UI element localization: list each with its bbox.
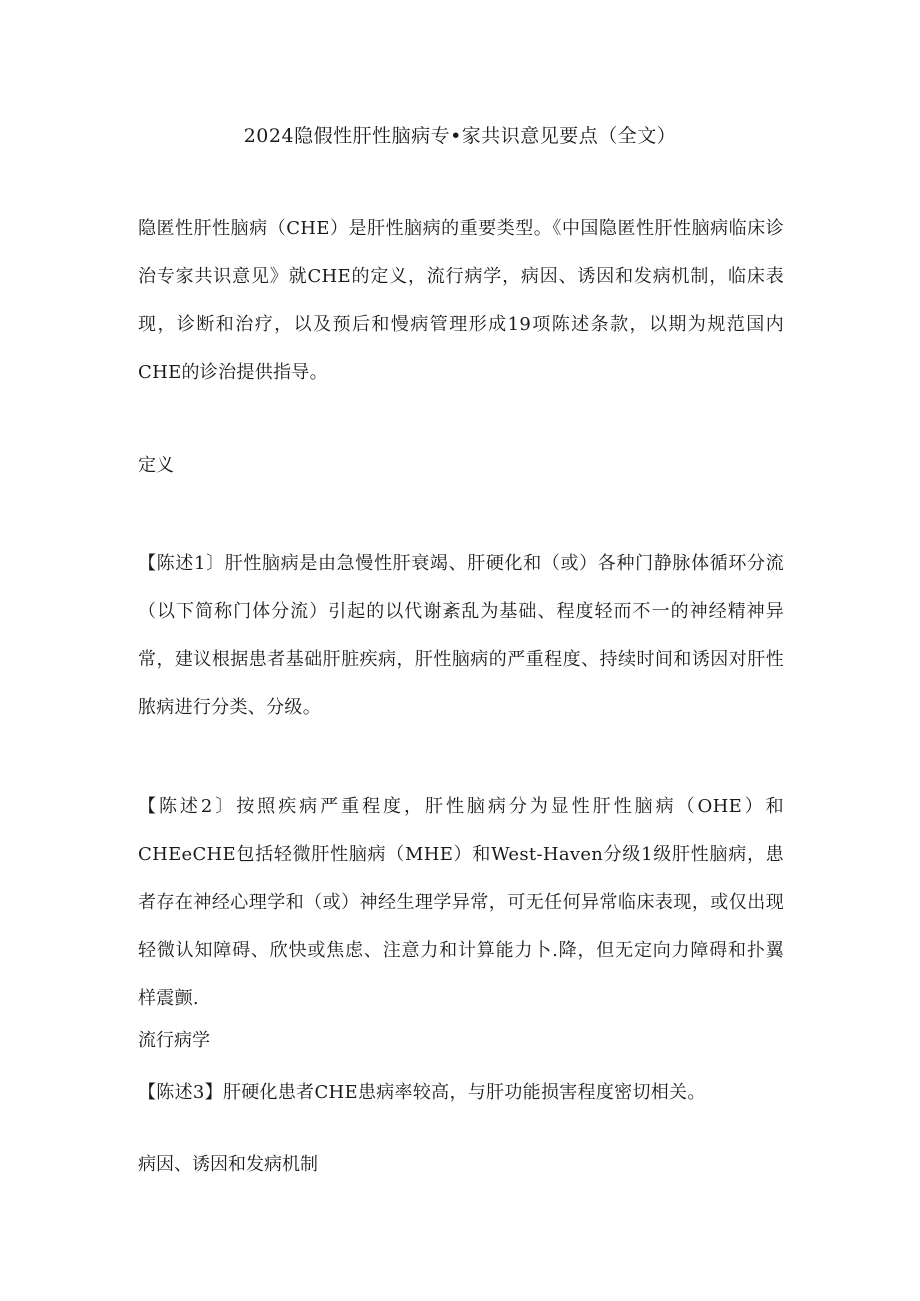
section-heading-epidemiology: 流行病学 bbox=[138, 1030, 210, 1051]
statement-1: 【陈述1〕肝性脑病是由急慢性肝衰竭、肝硬化和（或）各种门静脉体循环分流（以下简称门体分流）引起的以代谢紊乱为基础、程度轻而不一的神经精神异常，建议根据患者基础肝脏疾病，肝性脑病的严重程度、持续时间和诱因对肝性脓病进行分类、分级。 bbox=[138, 553, 784, 718]
section-heading-definition: 定义 bbox=[138, 455, 174, 476]
document-title: 2024隐假性肝性脑病专•家共识意见要点（全文） bbox=[243, 125, 677, 147]
statement-2: 【陈述2〕按照疾病严重程度，肝性脑病分为显性肝性脑病（OHE）和CHEeCHE包括轻微肝性脑病（MHE）和West-Haven分级1级肝性脑病，患者存在神经心理学和（或）神经生理学异常，可无任何异常临床表现，或仅出现轻微认知障碍、欣快或焦虑、注意力和计算能力卜.降，但无定向力障碍和扑翼样震颤. bbox=[138, 796, 784, 1009]
section-heading-etiology: 病因、诱因和发病机制 bbox=[138, 1154, 318, 1175]
statement-3: 【陈述3】肝硬化患者CHE患病率较高，与肝功能损害程度密切相关。 bbox=[138, 1082, 706, 1103]
intro-paragraph: 隐匿性肝性脑病（CHE）是肝性脑病的重要类型。《中国隐匿性肝性脑病临床诊治专家共识意见》就CHE的定义，流行病学，病因、诱因和发病机制，临床表现，诊断和治疗，以及预后和慢病管理形成19项陈述条款，以期为规范国内CHE的诊治提供指导。 bbox=[138, 218, 784, 383]
